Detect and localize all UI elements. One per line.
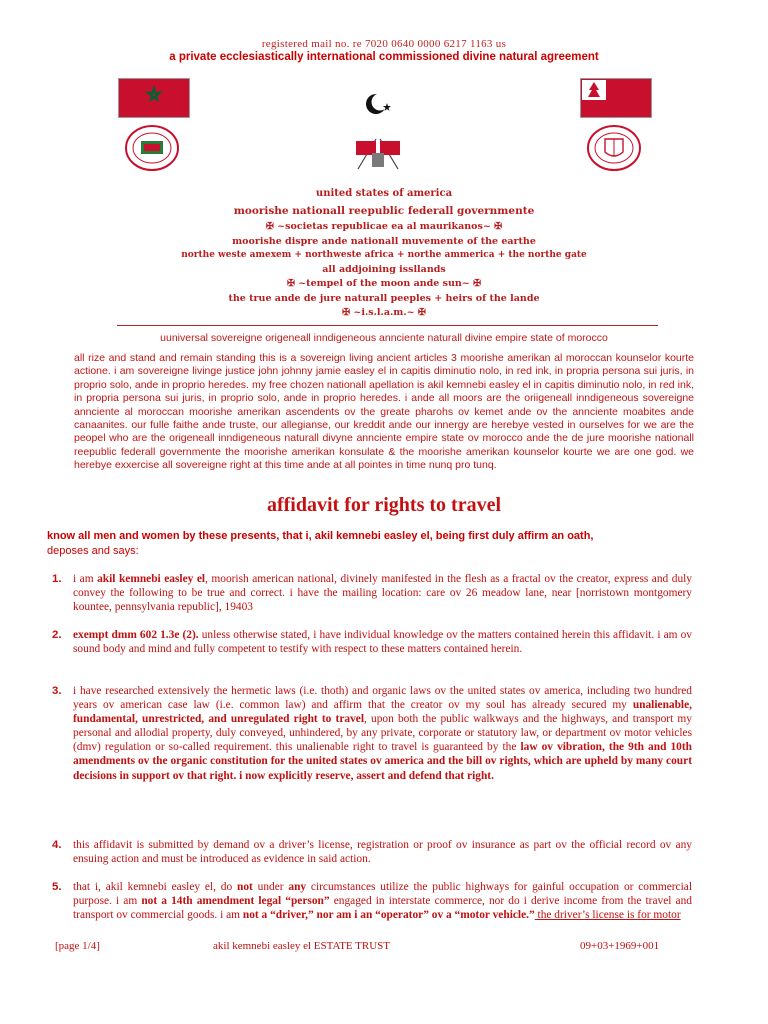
document-title: affidavit for rights to travel [266,494,502,516]
item-number: 1. [52,573,62,585]
intro-paragraph: all rize and stand and remain standing this is a sovereign living ancient articles 3 moorishe amerikan al moroccan kounselor kourte actione. i am sovereigne livinge justice john johnny jamie easley el in capitis diminutio nolo, in red ink, in propria persona sui juris, in proprio solo, ande in proprio heredes. my free chozen nationall apellation is akil kemnebi easley el in capitis diminutio nolo, in red ink, in propria persona sui juris, in proprio solo, ande in proprio heredes. i ande all moors are the oriigeneall inndigeneous sovereigne annciente al moroccan moorishe amerikan ascendents ov the greate pharohs ov kemet ande ov the annciente moabites ande canaanites. our fulle faithe ande truste, our allegianse, our kreddit ande our innergy are herebye vested in ourselves for we are the peopel who are the origeneall inndigeneous naturall divyne annciente empire state ov morocco ande the de jure moorishe nationall reepublic federall governmente the moorishe amerikan konsulate & the moorishe amerikan kounselor kourte we are one god. we herebye exxercise all sovereigne right at this time ande at all pointes in time nunq pro tunq. [74,352,694,472]
tree-flag-icon [580,78,652,118]
list-item: 2. exempt dmm 602 1.3e (2). unless otherwise stated, i have individual knowledge ov the matters contained herein this affidavit. i am ov sound body and mind and fully competent to testify with respect to these matters contained herein. [52,629,692,656]
ornament-icon: ✠ [286,278,299,289]
seal-icon [586,124,642,172]
header-line-7: ✠ ~tempel of the moon ande sun~ ✠ [286,278,482,289]
footer-code: 09+03+1969+001 [580,940,660,952]
list-item: 3. i have researched extensively the hermetic laws (i.e. thoth) and organic laws ov the united states ov america, including two hundred years ov american case law (i.e. common law) and affirm that the creator ov my soul has already secured my unalienable, fundamental, unrestricted, and unregulated right to travel, upon both the public walkways and the highways, and transport my personal and allodial property, duly conveyed, unhindered, by any private, corporate or statutory law, or department ov motor vehicles (dmv) regulation or so-called requirement. this unalienable right to travel is guaranteed by the law ov vibration, the 9th and 10th amendments ov the organic constitution for the united states ov america and the bill ov rights, which are upheld by many court decisions in support ov that right. i now explicitly reserve, assert and defend that right. [52,685,692,782]
morocco-flag-icon [118,78,190,118]
registered-mail-line: registered mail no. re 7020 0640 0000 6217 1163 us [261,38,507,50]
header-line-2: moorishe nationall reepublic federall governmente [233,205,535,217]
ornament-icon: ✠ [469,278,482,289]
know-all-men-line: know all men and women by these presents, that i, akil kemnebi easley el, being first duly affirm an oath, [47,530,594,542]
ornament-icon: ✠ [265,221,278,232]
header-line-8: the true ande de jure naturall peeples + heirs of the lande [228,293,540,304]
list-item: 1. i am akil kemnebi easley el, moorish american national, divinely manifested in the flesh as a fractal ov the creator, express and duly convey the following to be true and correct. i have the mailing location: care ov 26 meadow lane, near [norristown montgomery kountee, pennsylvania republic], 19403 [52,573,693,614]
header-line-1: united states of america [315,188,453,199]
crescent-star-icon [360,90,400,130]
header-line-6: all addjoining issllands [322,264,446,275]
ornament-icon: ✠ [414,307,426,318]
universal-heading: uuniversal sovereigne origeneall inndigeneous annciente naturall divine empire state of morocco [160,332,608,344]
item-number: 4. [52,839,62,851]
deposes-line: deposes and says: [47,545,139,557]
crossed-flags-icon [350,135,406,171]
right-flag [580,78,652,123]
footer-trust: akil kemnebi easley el ESTATE TRUST [213,940,391,952]
ornament-icon: ✠ [342,307,354,318]
center-flags-emblem [350,135,406,176]
header-line-9: ✠ ~i.s.l.a.m.~ ✠ [342,307,426,318]
list-item: 4. this affidavit is submitted by demand ov a driver’s license, registration or proof ov insurance as part ov the official record ov any ensuing action and must be introduced as evidence in said action. [52,839,692,866]
list-item: 5. that i, akil kemnebi easley el, do not under any circumstances utilize the public highways for gainful occupation or commercial purpose. i am not a 14th amendment legal “person” engaged in interstate commerce, nor do i derive income from the travel and transport ov commercial goods. i am not a “driver,” nor am i an “operator” ov a “motor vehicle.” the driver’s license is for motor [52,881,692,922]
agreement-heading: a private ecclesiastically international commissioned divine natural agreement [169,51,599,63]
left-seal [124,124,180,177]
crescent-emblem [360,90,400,135]
item-number: 2. [52,629,62,641]
ornament-icon: ✠ [490,221,503,232]
seal-icon [124,124,180,172]
divider-rule [117,325,658,326]
item-number: 5. [52,881,62,893]
right-seal [586,124,642,177]
header-line-5: northe weste amexem + northweste africa + northe ammerica + the northe gate [181,250,587,260]
footer-page: [page 1/4] [55,940,100,952]
item-number: 3. [52,685,62,697]
header-line-3: ✠ ~societas republicae ea al maurikanos~ ✠ [265,221,503,232]
morocco-flag-left [118,78,190,123]
header-line-4: moorishe dispre ande nationall muvemente of the earthe [232,236,536,247]
